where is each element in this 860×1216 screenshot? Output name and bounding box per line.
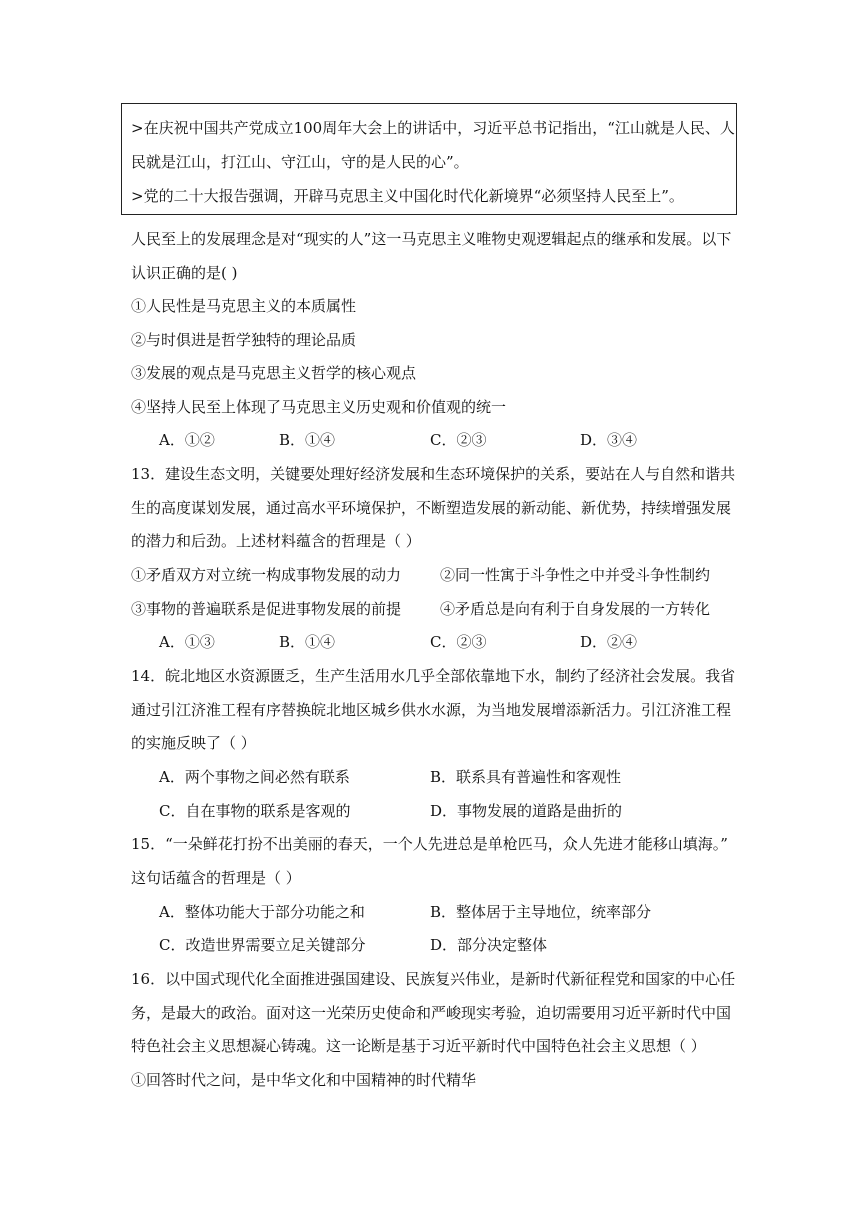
q13-option-a: A．①③ [159,633,215,651]
q13-option-c: C．②③ [430,633,487,651]
q12-item-4: ④坚持人民至上体现了马克思主义历史观和价值观的统一 [131,398,507,416]
q14-option-b: B．联系具有普遍性和客观性 [430,768,622,786]
q15-stem-line-2: 这句话蕴含的哲理是（ ） [131,869,301,887]
q12-item-1: ①人民性是马克思主义的本质属性 [131,297,357,315]
q14-stem-line-1: 14．皖北地区水资源匮乏，生产生活用水几乎全部依靠地下水，制约了经济社会发展。我省 [131,667,736,685]
q16-stem-line-3: 特色社会主义思想凝心铸魂。这一论断是基于习近平新时代中国特色社会主义思想（ ） [131,1037,706,1055]
quote-line-2: 民就是江山，打江山、守江山，守的是人民的心”。 [131,153,469,171]
q12-stem-line-2: 认识正确的是( ) [131,264,238,282]
q13-item-1: ①矛盾双方对立统一构成事物发展的动力 [131,566,402,584]
q15-option-a: A．整体功能大于部分功能之和 [159,903,365,921]
q13-item-2: ②同一性寓于斗争性之中并受斗争性制约 [440,566,711,584]
q12-option-c: C．②③ [430,431,487,449]
q15-option-d: D．部分决定整体 [430,936,548,954]
q16-item-1: ①回答时代之问，是中华文化和中国精神的时代精华 [131,1071,477,1089]
q13-option-d: D．②④ [580,633,638,651]
q13-stem-line-1: 13．建设生态文明，关键要处理好经济发展和生态环境保护的关系，要站在人与自然和谐共 [131,465,736,483]
quote-line-1: >在庆祝中国共产党成立100周年大会上的讲话中，习近平总书记指出，“江山就是人民、人 [131,119,735,137]
q13-stem-line-3: 的潜力和后劲。上述材料蕴含的哲理是（ ） [131,532,421,550]
q14-option-c: C．自在事物的联系是客观的 [159,802,351,820]
q12-item-2: ②与时俱进是哲学独特的理论品质 [131,331,357,349]
q12-option-d: D．③④ [580,431,638,449]
q16-stem-line-2: 务，是最大的政治。面对这一光荣历史使命和严峻现实考验，迫切需要用习近平新时代中国 [131,1004,732,1022]
q13-stem-line-2: 生的高度谋划发展，通过高水平环境保护，不断塑造发展的新动能、新优势，持续增强发展 [131,499,732,517]
q14-stem-line-2: 通过引江济淮工程有序替换皖北地区城乡供水水源，为当地发展增添新活力。引江济淮工程 [131,701,732,719]
q15-stem-line-1: 15．“一朵鲜花打扮不出美丽的春天，一个人先进总是单枪匹马，众人先进才能移山填海。” [131,835,728,853]
quote-line-3: >党的二十大报告强调，开辟马克思主义中国化时代化新境界“必须坚持人民至上”。 [131,187,684,205]
q14-stem-line-3: 的实施反映了（ ） [131,734,256,752]
q12-item-3: ③发展的观点是马克思主义哲学的核心观点 [131,364,417,382]
q12-stem-line-1: 人民至上的发展理念是对“现实的人”这一马克思主义唯物史观逻辑起点的继承和发展。以下 [131,230,732,248]
q14-option-a: A．两个事物之间必然有联系 [159,768,350,786]
q13-item-3: ③事物的普遍联系是促进事物发展的前提 [131,600,402,618]
q12-option-a: A．①② [159,431,215,449]
q14-option-d: D．事物发展的道路是曲折的 [430,802,623,820]
q16-stem-line-1: 16．以中国式现代化全面推进强国建设、民族复兴伟业，是新时代新征程党和国家的中心任 [131,970,736,988]
q15-option-c: C．改造世界需要立足关键部分 [159,936,366,954]
q13-item-4: ④矛盾总是向有利于自身发展的一方转化 [440,600,711,618]
q12-option-b: B．①④ [279,431,336,449]
q13-option-b: B．①④ [279,633,336,651]
q15-option-b: B．整体居于主导地位，统率部分 [430,903,652,921]
